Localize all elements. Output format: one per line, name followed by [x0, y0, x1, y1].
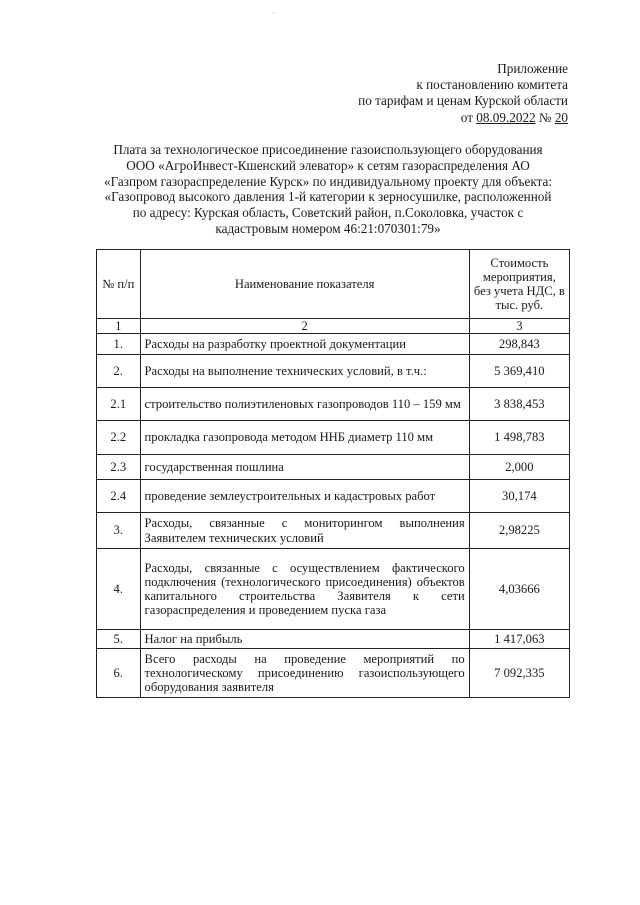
row-num: 2.1 — [97, 388, 141, 421]
row-num: 2.3 — [97, 455, 141, 480]
row-value: 4,03666 — [469, 549, 569, 630]
title-line: по адресу: Курская область, Советский район, п.Соколовка, участок с — [132, 205, 524, 221]
document-title — [78, 142, 578, 237]
row-num: 1. — [97, 334, 141, 355]
date-prefix: от — [460, 109, 477, 125]
table-row — [97, 334, 570, 355]
row-num: 2.4 — [97, 480, 141, 513]
title-line: кадастровым номером 46:21:070301:79» — [215, 220, 441, 236]
appendix-line: Приложение — [497, 61, 568, 76]
appendix-block — [358, 61, 568, 126]
title-line: Плата за технологическое присоединение газоиспользующего оборудования — [113, 142, 543, 157]
row-value: 5 369,410 — [469, 355, 569, 388]
row-num: 4. — [97, 549, 141, 630]
row-num: 3. — [97, 513, 141, 549]
row-name: Всего расходы на проведение мероприятий по технологическому присоединению газоиспользующего оборудования заявителя — [140, 649, 469, 698]
row-num: 6. — [97, 649, 141, 698]
number-prefix: № — [535, 109, 555, 125]
table-row — [97, 421, 570, 455]
page-mark: ' — [273, 12, 275, 18]
title-line: «Газопровод высокого давления 1-й категории к зерносушилке, расположенной — [104, 189, 552, 205]
row-name: Расходы, связанные с осуществлением фактического подключения (технологического присоединения) объектов капитального строительства Заявителя к сети газораспределения и проведением пуска газа — [140, 549, 469, 630]
table-row — [97, 549, 570, 630]
appendix-line: по тарифам и ценам Курской области — [358, 93, 568, 109]
row-name: Налог на прибыль — [140, 630, 469, 649]
row-value: 1 417,063 — [469, 630, 569, 649]
column-number: 2 — [140, 319, 469, 334]
appendix-line: к постановлению комитета — [416, 77, 568, 93]
header-name: Наименование показателя — [140, 250, 469, 319]
row-value: 2,000 — [469, 455, 569, 480]
row-value: 1 498,783 — [469, 421, 569, 455]
header-num: № п/п — [97, 250, 141, 319]
row-name: проведение землеустроительных и кадастровых работ — [140, 480, 469, 513]
title-line: «Газпром газораспределение Курск» по индивидуальному проекту для объекта: — [104, 173, 552, 189]
table-header-row — [97, 250, 570, 319]
row-value: 7 092,335 — [469, 649, 569, 698]
row-num: 2. — [97, 355, 141, 388]
header-cost: Стоимость мероприятия, без учета НДС, в тыс. руб. — [469, 250, 569, 319]
cost-table — [96, 249, 570, 698]
row-name: государственная пошлина — [140, 455, 469, 480]
row-value: 2,98225 — [469, 513, 569, 549]
title-line: ООО «АгроИнвест-Кшенский элеватор» к сетям газораспределения АО — [126, 157, 530, 173]
row-name: Расходы, связанные с мониторингом выполнения Заявителем технических условий — [140, 513, 469, 549]
resolution-number: 20 — [554, 109, 568, 125]
resolution-date: 08.09.2022 — [476, 109, 536, 125]
table-row — [97, 388, 570, 421]
row-value: 3 838,453 — [469, 388, 569, 421]
table-row — [97, 630, 570, 649]
table-row — [97, 649, 570, 698]
table-row — [97, 355, 570, 388]
row-name: Расходы на выполнение технических условий, в т.ч.: — [140, 355, 469, 388]
row-name: строительство полиэтиленовых газопроводов 110 – 159 мм — [140, 388, 469, 421]
table-row — [97, 455, 570, 480]
row-value: 298,843 — [469, 334, 569, 355]
table-row — [97, 513, 570, 549]
row-num: 5. — [97, 630, 141, 649]
column-number: 3 — [469, 319, 569, 334]
column-numbers-row — [97, 319, 570, 334]
column-number: 1 — [97, 319, 141, 334]
row-num: 2.2 — [97, 421, 141, 455]
appendix-date-line — [358, 110, 568, 126]
row-value: 30,174 — [469, 480, 569, 513]
row-name: прокладка газопровода методом ННБ диаметр 110 мм — [140, 421, 469, 455]
table-row — [97, 480, 570, 513]
row-name: Расходы на разработку проектной документации — [140, 334, 469, 355]
